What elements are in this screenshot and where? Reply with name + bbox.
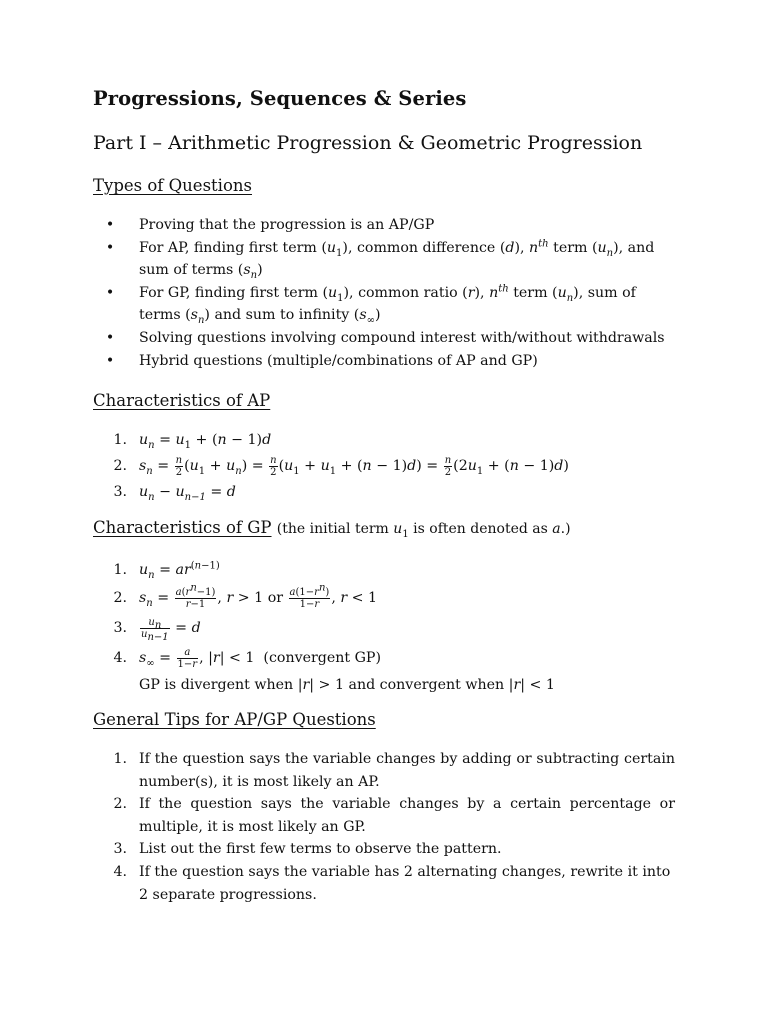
list-item: • For GP, finding first term $(u_1)$, common ratio (r), $n^{th}$ term $(u_n)$, sum of terms $(s_n)$ and sum to infinity $(s_\infty)$	[105, 283, 636, 327]
ap-heading: Characteristics of AP	[93, 391, 271, 410]
gp-formula-1: 1. $u_n = ar^{(n-1)}$	[113, 560, 220, 581]
list-item: 2. If the question says the variable changes by a certain percentage or multiple, it is most likely an GP.	[113, 796, 675, 835]
list-item: • Hybrid questions (multiple/combinations of AP and GP)	[105, 352, 538, 369]
document-title: Progressions, Sequences & Series	[93, 87, 467, 110]
gp-heading-line	[93, 518, 571, 540]
gp-note: (the initial term $u_1$ is often denoted as a.)	[276, 521, 571, 540]
gp-formula-2: 2. $s_n$ = $\frac{a(r^n-1)}{r-1}$ , r > 1 or $\frac{a(1-r^n)}{1-r}$ , r < 1	[113, 582, 378, 610]
list-item: • Solving questions involving compound interest with/without withdrawals	[105, 329, 665, 346]
list-item: 1. If the question says the variable changes by adding or subtracting certain number(s), it is most likely an AP.	[113, 751, 675, 790]
part-title: Part I – Arithmetic Progression & Geometric Progression	[93, 132, 643, 154]
tips-list	[93, 748, 675, 906]
gp-formula-list	[93, 557, 675, 697]
ap-formula-1: 1. $u_n = u_1 + (n - 1)d$	[113, 432, 272, 451]
ap-formula-2: 2. $s_n$ = $\frac{n}{2}$ $(u_1 + u_n)$ = $\frac{n}{2}$ $(u_1 + u_1 + (n - 1)d)$ = $\frac{n}{2}$ $(2u_1 + (n - 1)d)$	[113, 454, 569, 478]
gp-formula-3: 3. $\frac{u_n}{u_{n-1}}$ = d	[113, 616, 201, 643]
list-item: • Proving that the progression is an AP/GP	[105, 217, 435, 233]
tips-heading: General Tips for AP/GP Questions	[93, 710, 376, 729]
gp-heading: Characteristics of GP	[93, 518, 272, 537]
ap-formula-list	[93, 428, 675, 504]
list-item: • For AP, finding first term $(u_1)$, common difference (d), $n^{th}$ term $(u_n)$, and sum of terms $(s_n)$	[105, 237, 655, 282]
list-item: 3. List out the first few terms to observe the pattern.	[113, 841, 502, 858]
list-item: 4. If the question says the variable has 2 alternating changes, rewrite it into 2 separate progressions.	[113, 863, 671, 903]
ap-formula-3: 3. $u_n - u_{n-1} = d$	[113, 484, 236, 503]
types-list	[93, 214, 675, 372]
types-heading: Types of Questions	[93, 176, 252, 195]
gp-divergence-note: GP is divergent when |r| > 1 and convergent when |r| < 1	[139, 677, 555, 693]
gp-formula-4: 4. $s_\infty$ = $\frac{a}{1-r}$ , |r| < 1 (convergent GP)	[113, 646, 382, 670]
